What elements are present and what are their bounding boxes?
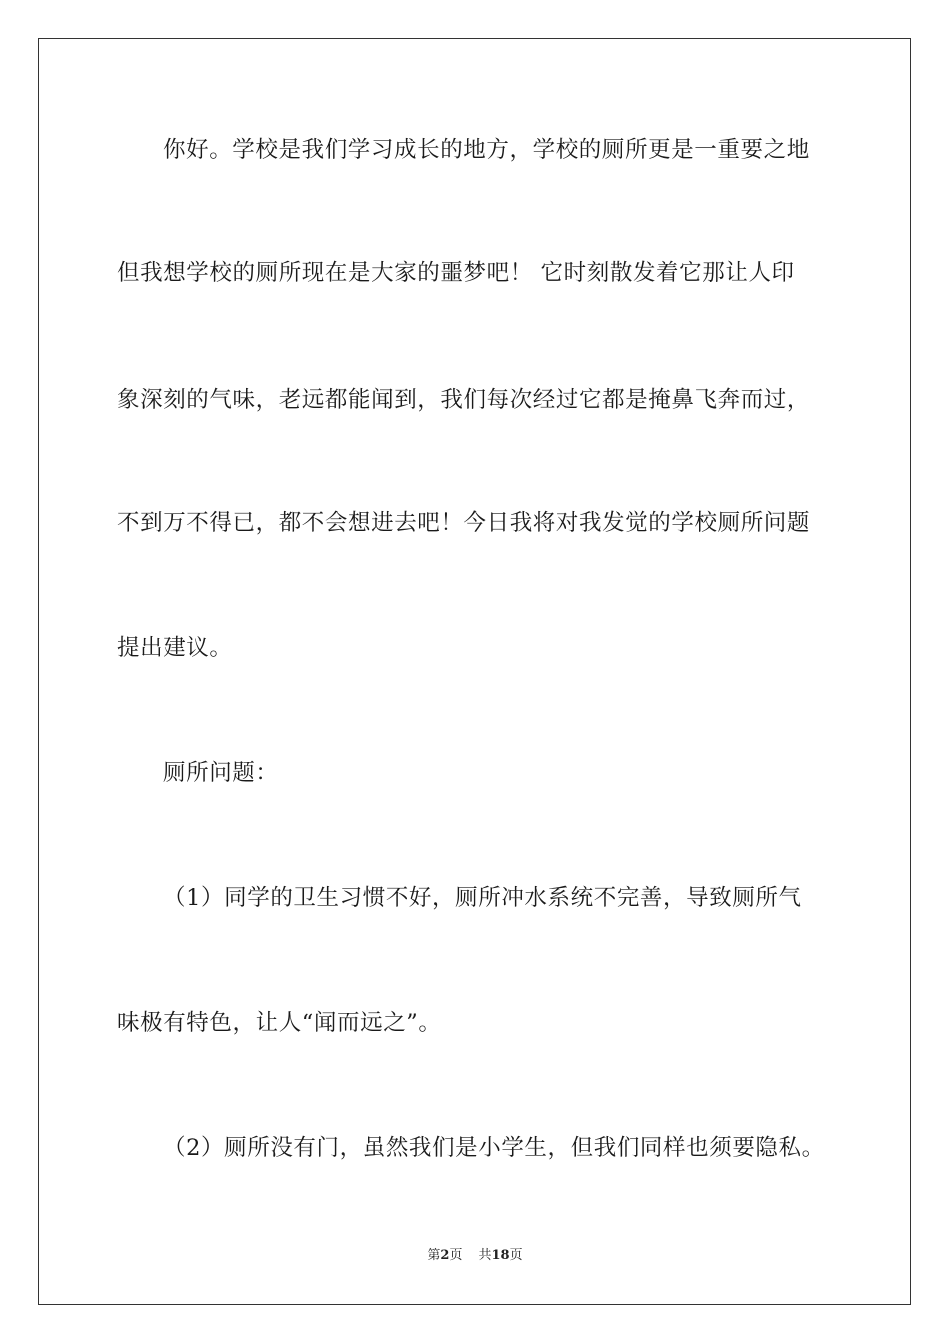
total-suffix: 页 — [509, 1248, 523, 1263]
page-border — [38, 38, 911, 1305]
section-heading: 厕所问题： — [163, 760, 279, 786]
page-prefix: 第 — [427, 1248, 441, 1263]
total-pages: 18 — [491, 1248, 510, 1263]
page-suffix: 页 — [449, 1248, 463, 1263]
list-item-line: （1）同学的卫生习惯不好，厕所冲水系统不完善，导致厕所气 — [163, 885, 802, 911]
paragraph-line: 但我想学校的厕所现在是大家的噩梦吧！ 它时刻散发着它那让人印 — [117, 260, 795, 286]
paragraph-line: 提出建议。 — [117, 635, 233, 661]
total-prefix: 共 — [478, 1248, 492, 1263]
paragraph-line: 象深刻的气味，老远都能闻到，我们每次经过它都是掩鼻飞奔而过， — [117, 387, 811, 413]
paragraph-line: 不到万不得已，都不会想进去吧！今日我将对我发觉的学校厕所问题 — [117, 510, 811, 536]
list-item-line: （2）厕所没有门，虽然我们是小学生，但我们同样也须要隐私。 — [163, 1135, 825, 1161]
list-item-line: 味极有特色，让人“闻而远之”。 — [117, 1010, 442, 1036]
page-footer — [0, 1247, 950, 1265]
page-number: 2 — [440, 1248, 450, 1263]
paragraph-line: 你好。学校是我们学习成长的地方，学校的厕所更是一重要之地 — [163, 137, 810, 163]
